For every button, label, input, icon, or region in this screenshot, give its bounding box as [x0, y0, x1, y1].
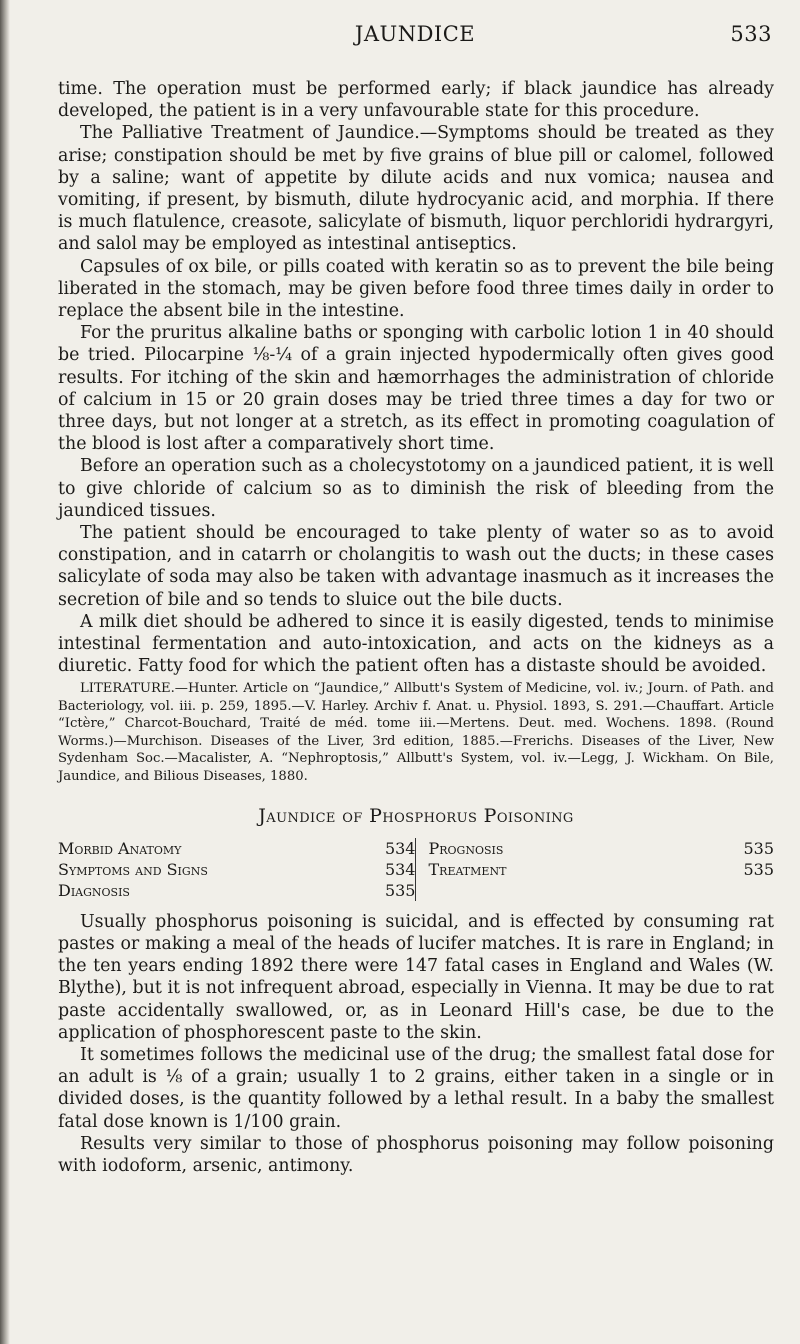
contents-entry — [58, 859, 415, 880]
contents-column-left — [58, 838, 415, 901]
binding-gutter — [0, 0, 10, 1344]
contents-entry — [428, 859, 774, 880]
contents-page: 535 — [743, 859, 774, 879]
contents-entry — [58, 880, 415, 901]
section-contents — [58, 838, 774, 901]
contents-page: 534 — [384, 859, 416, 879]
contents-page: 535 — [384, 880, 416, 900]
contents-label: Morbid Anatomy — [58, 838, 182, 858]
paragraph: It sometimes follows the medicinal use of the drug; the smallest fatal dose for an adult is ⅛ of a grain; usually 1 to 2 grains, either taken in a single or in divided doses, is the quantity followed by a lethal result. In a baby the smallest fatal dose known is 1/100 grain. — [58, 1044, 774, 1132]
paragraph: Results very similar to those of phosphorus poisoning may follow poisoning with iodoform, arsenic, antimony. — [58, 1133, 774, 1176]
literature-label: LITERATURE. — [80, 681, 175, 697]
contents-entry — [58, 838, 415, 859]
contents-entry — [428, 838, 774, 859]
running-header — [58, 22, 772, 52]
paragraph: For the pruritus alkaline baths or sponging with carbolic lotion 1 in 40 should be tried. Pilocarpine ⅛-¼ of a grain injected hypodermically often gives good results. For itching of the skin and hæmorrhages the administration of chloride of calcium in 15 or 20 grain doses may be tried three times a day for two or three days, but not longer at a stretch, as its effect in promoting coagulation of the blood is lost after a comparatively short time. — [58, 323, 774, 455]
contents-label: Prognosis — [428, 838, 504, 858]
page-number: 533 — [730, 22, 772, 46]
running-title: JAUNDICE — [354, 22, 476, 46]
paragraph: time. The operation must be performed early; if black jaundice has already developed, the patient is in a very unfavourable state for this procedure. — [58, 79, 774, 122]
paragraph: Capsules of ox bile, or pills coated with keratin so as to prevent the bile being liberated in the stomach, may be given before food three times daily in order to replace the absent bile in the intestine. — [58, 256, 774, 322]
paragraph: Usually phosphorus poisoning is suicidal, and is effected by consuming rat pastes or making a meal of the heads of lucifer matches. It is rare in England; in the ten years ending 1892 there were 147 fatal cases in England and Wales (W. Blythe), but it is not infrequent abroad, especially in Vienna. It may be due to rat paste accidentally swallowed, or, as in Leonard Hill's case, be due to the application of phosphorescent paste to the skin. — [58, 911, 774, 1043]
literature-text: —Hunter. Article on “Jaundice,” Allbutt's System of Medicine, vol. iv.; Journ. of Path. and Bacteriology, vol. iii. p. 259, 1895.—V. Harley. Archiv f. Anat. u. Physiol. 1893, S. 291.—Chauffart. Article “Ictère,” Charcot-Bouchard, Traité de méd. tome iii.—Mertens. Deut. med. Wochens. 1898. (Round Worms.)—Murchison. Diseases of the Liver, 3rd edition, 1885.—Frerichs. Diseases of the Liver, New Sydenham Soc.—Macalister, A. “Nephroptosis,” Allbutt's System, vol. iv.—Legg, J. Wickham. On Bile, Jaundice, and Bilious Diseases, 1880. — [58, 681, 774, 784]
contents-page: 535 — [743, 838, 774, 858]
paragraph: The Palliative Treatment of Jaundice.—Symptoms should be treated as they arise; constipation should be met by five grains of blue pill or calomel, followed by a saline; want of appetite by dilute acids and nux vomica; nausea and vomiting, if present, by bismuth, dilute hydrocyanic acid, and morphia. If there is much flatulence, creasote, salicylate of bismuth, liquor perchloridi hydrargyri, and salol may be employed as intestinal antiseptics. — [58, 123, 774, 255]
section-title: Jaundice of Phosphorus Poisoning — [258, 805, 574, 828]
contents-column-right — [415, 838, 774, 901]
paragraph: The patient should be encouraged to take plenty of water so as to avoid constipation, and in catarrh or cholangitis to wash out the ducts; in these cases salicylate of soda may also be taken with advantage inasmuch as it increases the secretion of bile and so tends to sluice out the bile ducts. — [58, 523, 774, 610]
contents-page: 534 — [384, 838, 416, 858]
contents-label: Diagnosis — [58, 880, 130, 900]
paragraph: A milk diet should be adhered to since it is easily digested, tends to minimise intestinal fermentation and auto-intoxication, and acts on the kidneys as a diuretic. Fatty food for which the patient often has a distaste should be avoided. — [58, 611, 774, 677]
contents-label: Symptoms and Signs — [58, 859, 208, 879]
contents-label: Treatment — [428, 859, 507, 879]
literature-note — [58, 680, 774, 785]
paragraph: Before an operation such as a cholecystotomy on a jaundiced patient, it is well to give chloride of calcium so as to diminish the risk of bleeding from the jaundiced tissues. — [58, 456, 774, 521]
page-body — [58, 78, 774, 1177]
